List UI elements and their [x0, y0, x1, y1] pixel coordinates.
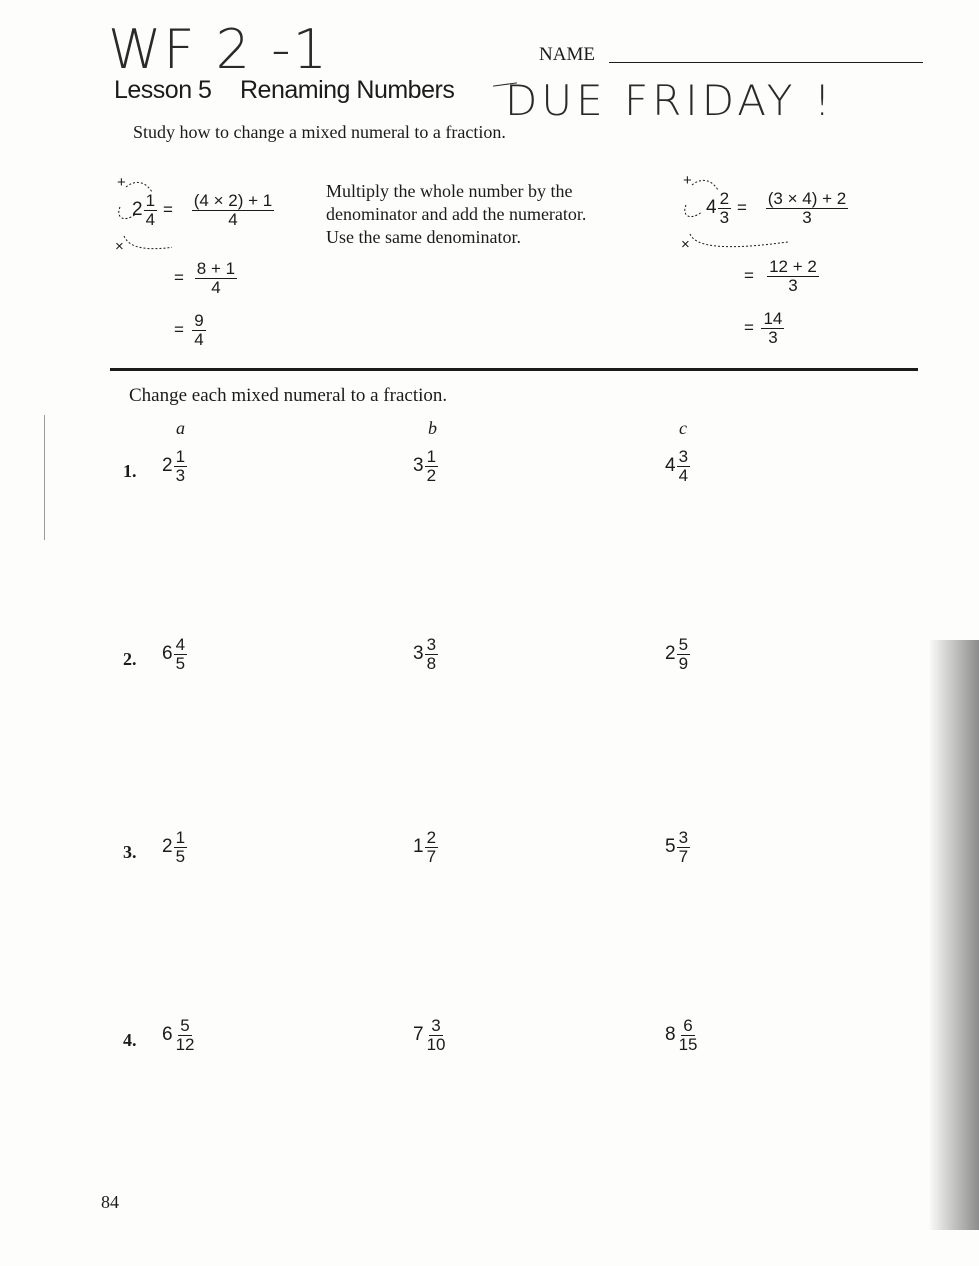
whole-number: 5: [665, 836, 676, 858]
example-2-step-1: [753, 190, 861, 227]
fraction: [174, 636, 187, 673]
numerator: 2: [426, 828, 437, 847]
example-2-times-sign: ×: [681, 236, 690, 253]
problem-1a-mixed-numeral: [162, 448, 187, 485]
numerator: 4: [175, 635, 186, 654]
example-1-step-1-denominator: 4: [228, 209, 238, 229]
fraction: [425, 448, 438, 485]
equals-sign: =: [744, 318, 754, 338]
example-2-step-1-denominator: 3: [802, 207, 812, 227]
example-1-fraction: [144, 192, 157, 229]
problem-3c-mixed-numeral: [665, 829, 690, 866]
denominator: 8: [426, 653, 437, 673]
numerator: 1: [426, 447, 437, 466]
name-field-line[interactable]: [609, 62, 923, 63]
fraction: [677, 1017, 700, 1054]
problem-2c-mixed-numeral: [665, 636, 690, 673]
example-2-result: [760, 310, 786, 347]
example-1-times-sign: ×: [115, 238, 124, 255]
example-2-step-2-denominator: 3: [788, 275, 798, 295]
equals-sign: =: [174, 268, 184, 288]
example-2-mixed-numeral: [706, 190, 731, 227]
example-2-step-2-numerator: 12 + 2: [769, 257, 817, 276]
denominator: 7: [426, 846, 437, 866]
equals-sign: =: [737, 198, 747, 218]
whole-number: 3: [413, 455, 424, 477]
problem-4b-mixed-numeral: [413, 1017, 448, 1054]
problem-2a-mixed-numeral: [162, 636, 187, 673]
whole-number: 3: [413, 643, 424, 665]
problem-number: 2.: [123, 649, 137, 669]
denominator: 12: [175, 1034, 195, 1054]
denominator: 5: [175, 653, 186, 673]
numerator: 1: [175, 828, 186, 847]
example-2: [678, 172, 888, 362]
fraction: [174, 448, 187, 485]
intro-text: Study how to change a mixed numeral to a fraction.: [133, 122, 506, 142]
equals-sign: =: [174, 320, 184, 340]
fraction: [425, 829, 438, 866]
page-number: 84: [101, 1192, 119, 1212]
problem-number: 4.: [123, 1030, 137, 1050]
whole-number: 4: [665, 455, 676, 477]
due-note: DUE FRIDAY !: [505, 76, 835, 125]
whole-number: 8: [665, 1024, 676, 1046]
problem-2b-mixed-numeral: [413, 636, 438, 673]
example-1-step-1: [179, 192, 287, 229]
equals-sign: =: [163, 200, 173, 220]
problem-1c-mixed-numeral: [665, 448, 690, 485]
example-1-step-2-denominator: 4: [211, 277, 221, 297]
column-label-c: c: [679, 418, 687, 438]
column-label-b: b: [428, 418, 437, 438]
denominator: 7: [678, 846, 689, 866]
denominator: 10: [426, 1034, 446, 1054]
fraction: [174, 1017, 197, 1054]
whole-number: 7: [413, 1024, 424, 1046]
equals-sign: =: [744, 266, 754, 286]
problem-4a-mixed-numeral: [162, 1017, 197, 1054]
example-1-step-2-numerator: 8 + 1: [196, 259, 236, 278]
example-2-fraction: [718, 190, 731, 227]
column-label-a: a: [176, 418, 185, 438]
denominator: 5: [175, 846, 186, 866]
numerator: 3: [678, 828, 689, 847]
exercise-directions: Change each mixed numeral to a fraction.: [129, 385, 448, 406]
problem-1b-mixed-numeral: [413, 448, 438, 485]
example-1-result-denominator: 4: [194, 329, 204, 349]
numerator: 3: [678, 447, 689, 466]
problem-3b-mixed-numeral: [413, 829, 438, 866]
example-2-denominator: 3: [719, 207, 730, 227]
example-1-mixed-numeral: [132, 192, 157, 229]
example-2-whole: 4: [706, 197, 717, 219]
example-2-plus-sign: +: [683, 172, 692, 189]
example-2-result-denominator: 3: [768, 327, 778, 347]
problem-number: 3.: [123, 842, 137, 862]
whole-number: 6: [162, 643, 173, 665]
example-2-step-1-numerator: (3 × 4) + 2: [767, 189, 847, 208]
numerator: 5: [180, 1016, 190, 1035]
whole-number: 1: [413, 836, 424, 858]
whole-number: 6: [162, 1024, 173, 1046]
denominator: 3: [175, 465, 186, 485]
lesson-title: Renaming Numbers: [240, 76, 455, 104]
denominator: 15: [678, 1034, 698, 1054]
instructions-line-1: Multiply the whole number by the: [326, 181, 573, 201]
numerator: 1: [175, 447, 186, 466]
fraction: [677, 829, 690, 866]
example-1: [112, 174, 312, 360]
fraction: [677, 636, 690, 673]
numerator: 5: [678, 635, 689, 654]
numerator: 3: [431, 1016, 441, 1035]
example-1-result: [190, 312, 208, 349]
fraction: [425, 636, 438, 673]
example-1-step-2: [190, 260, 242, 297]
numerator: 3: [426, 635, 437, 654]
example-2-numerator: 2: [719, 189, 730, 208]
scan-margin-line: [44, 415, 45, 540]
whole-number: 2: [162, 836, 173, 858]
example-1-whole: 2: [132, 199, 143, 221]
denominator: 9: [678, 653, 689, 673]
problem-number: 1.: [123, 461, 137, 481]
name-label: NAME: [539, 44, 595, 65]
section-divider: [110, 368, 918, 371]
scan-edge-shadow: [928, 640, 979, 1230]
fraction: [174, 829, 187, 866]
numerator: 6: [683, 1016, 693, 1035]
example-1-denominator: 4: [145, 209, 156, 229]
example-1-step-1-numerator: (4 × 2) + 1: [193, 191, 273, 210]
whole-number: 2: [665, 643, 676, 665]
problem-3a-mixed-numeral: [162, 829, 187, 866]
lesson-number: Lesson 5: [114, 76, 212, 104]
handwritten-label: WF 2 -1: [108, 18, 329, 81]
example-2-result-numerator: 14: [763, 309, 783, 328]
example-1-numerator: 1: [145, 191, 156, 210]
instructions-line-3: Use the same denominator.: [326, 227, 521, 247]
fraction: [425, 1017, 448, 1054]
denominator: 2: [426, 465, 437, 485]
instructions: [326, 180, 586, 249]
instructions-line-2: denominator and add the numerator.: [326, 204, 587, 224]
fraction: [677, 448, 690, 485]
denominator: 4: [678, 465, 689, 485]
whole-number: 2: [162, 455, 173, 477]
example-1-plus-sign: +: [117, 174, 126, 191]
problem-4c-mixed-numeral: [665, 1017, 700, 1054]
example-1-result-numerator: 9: [194, 311, 204, 330]
example-2-step-2: [760, 258, 826, 295]
